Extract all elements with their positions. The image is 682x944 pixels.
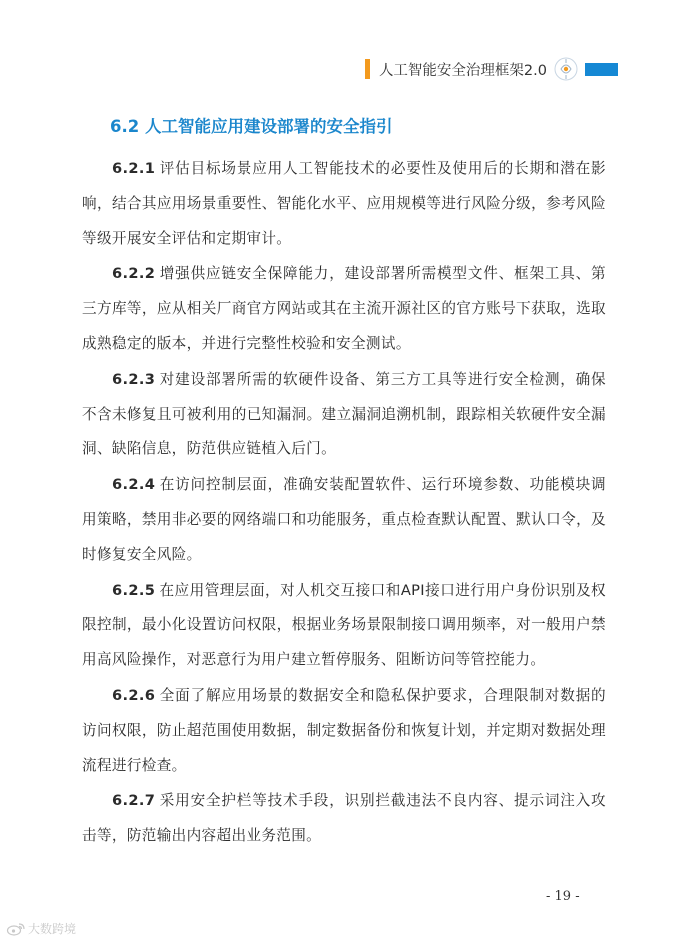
header-accent-bar-blue (585, 63, 618, 76)
paragraph (82, 257, 606, 361)
paragraph (82, 468, 606, 572)
page-header (365, 58, 618, 80)
ai-brain-logo-icon (553, 56, 579, 82)
clause-number: 6.2.4 (112, 476, 156, 494)
clause-number: 6.2.7 (112, 792, 156, 810)
clause-number: 6.2.1 (112, 160, 156, 177)
watermark (6, 920, 76, 937)
paragraph (82, 784, 606, 854)
weibo-logo-icon (6, 922, 26, 936)
clause-text: 采用安全护栏等技术手段，识别拦截违法不良内容、提示词注入攻击等，防范输出内容超出业务范围。 (82, 792, 606, 845)
clause-text: 增强供应链安全保障能力，建设部署所需模型文件、框架工具、第三方库等，应从相关厂商官方网站或其在主流开源社区的官方账号下获取，选取成熟稳定的版本，并进行完整性校验和安全测试。 (82, 265, 606, 352)
clause-number: 6.2.5 (112, 581, 156, 599)
paragraph (82, 574, 606, 678)
clause-text: 在应用管理层面，对人机交互接口和API接口进行用户身份识别及权限控制，最小化设置访问权限，根据业务场景限制接口调用频率，对一般用户禁用高风险操作，对恶意行为用户建立暂停服务、阻断访问等管控能力。 (82, 581, 606, 669)
paragraph (82, 679, 606, 783)
header-title: 人工智能安全治理框架2.0 (378, 62, 547, 79)
clause-text: 全面了解应用场景的数据安全和隐私保护要求，合理限制对数据的访问权限，防止超范围使用数据，制定数据备份和恢复计划，并定期对数据处理流程进行检查。 (82, 686, 606, 774)
watermark-text: 大数跨境 (28, 922, 77, 936)
clause-text: 在访问控制层面，准确安装配置软件、运行环境参数、功能模块调用策略，禁用非必要的网络端口和功能服务，重点检查默认配置、默认口令，及时修复安全风险。 (82, 476, 606, 563)
paragraph (82, 363, 606, 467)
body-content (82, 152, 606, 855)
clause-text: 对建设部署所需的软硬件设备、第三方工具等进行安全检测，确保不含未修复且可被利用的已知漏洞。建立漏洞追溯机制，跟踪相关软硬件安全漏洞、缺陷信息，防范供应链植入后门。 (82, 370, 606, 458)
clause-number: 6.2.3 (112, 370, 156, 388)
paragraph (82, 152, 606, 256)
page-number: - 19 - (546, 889, 580, 904)
clause-text: 评估目标场景应用人工智能技术的必要性及使用后的长期和潜在影响，结合其应用场景重要性、智能化水平、应用规模等进行风险分级，参考风险等级开展安全评估和定期审计。 (82, 160, 606, 247)
section-heading: 6.2 人工智能应用建设部署的安全指引 (110, 117, 393, 136)
clause-number: 6.2.6 (112, 686, 156, 704)
clause-number: 6.2.2 (112, 265, 156, 283)
header-accent-bar (365, 59, 370, 79)
